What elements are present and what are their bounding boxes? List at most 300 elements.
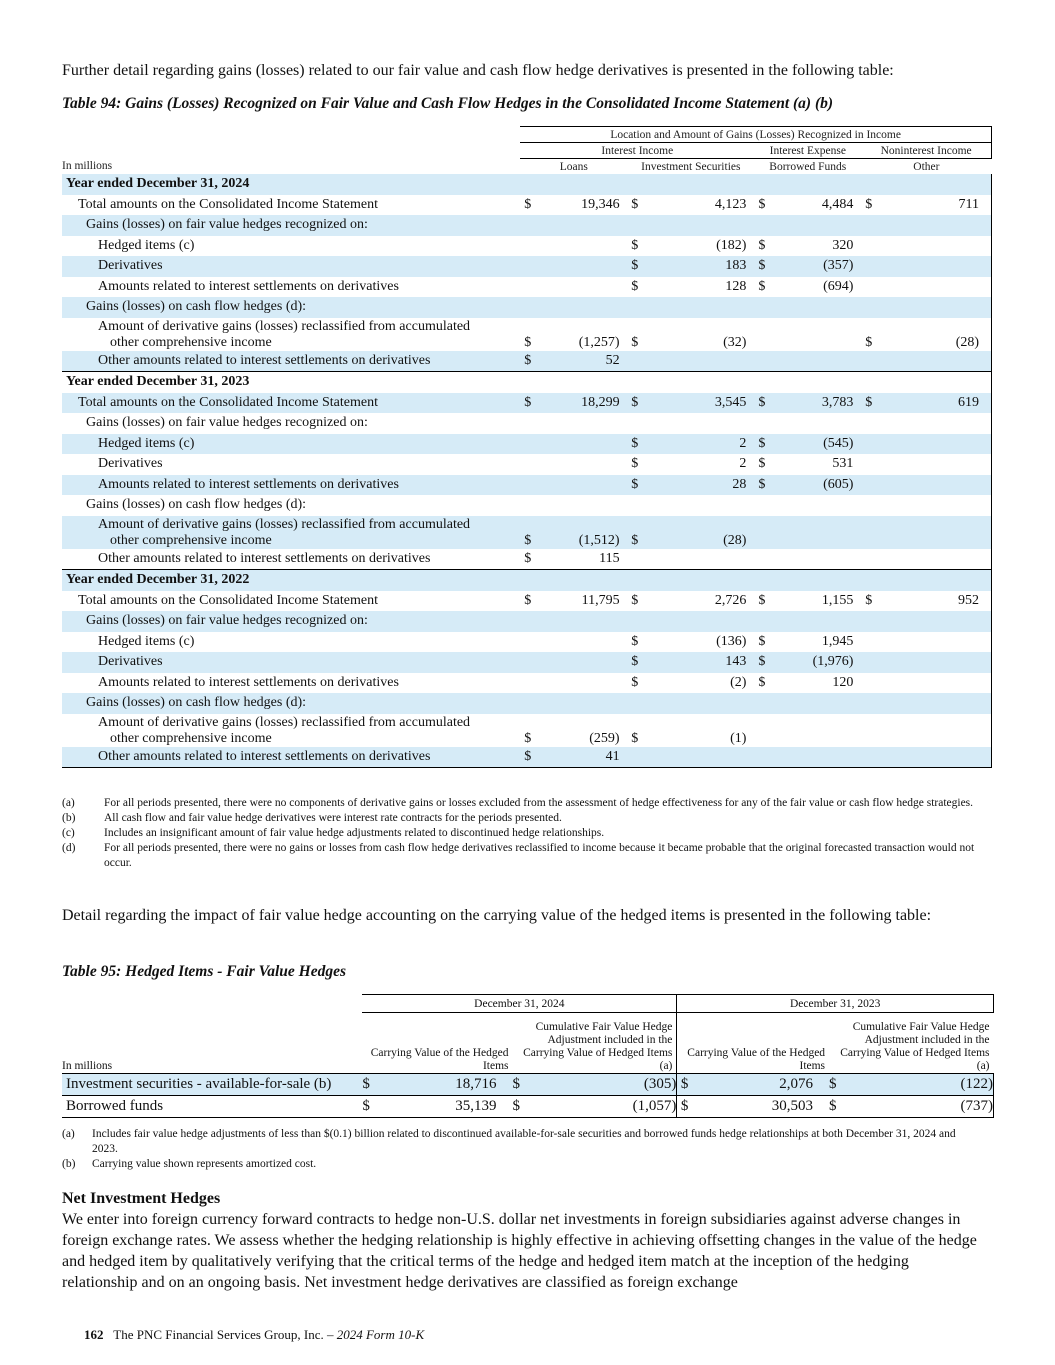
- footnote: (a) Includes fair value hedge adjustments of less than $(0.1) billion related to discontinued available-for-sale securities and borrowed funds hedge relationships at both December 31, 2024 and 2023.: [62, 1128, 956, 1155]
- dollar-sign: $: [631, 592, 639, 608]
- dollar-sign: $: [631, 456, 639, 472]
- empty-cell: [746, 413, 754, 434]
- empty-cell: [861, 516, 875, 549]
- empty-cell: [627, 611, 641, 632]
- empty-cell: [853, 714, 861, 747]
- empty-cell: [534, 277, 619, 298]
- empty-cell: [620, 413, 628, 434]
- table-row: [62, 372, 992, 393]
- col-cumulative-adjustment: Cumulative Fair Value Hedge Adjustment included in the Carrying Value of Hedged Items (a): [840, 1021, 990, 1072]
- cell-value: (1,976): [768, 652, 853, 673]
- empty-cell: [520, 652, 534, 673]
- empty-cell: [983, 297, 991, 318]
- header-units: In millions: [62, 160, 113, 173]
- empty-cell: [520, 174, 534, 195]
- empty-cell: [853, 215, 861, 236]
- footer-company: The PNC Financial Services Group, Inc. –: [113, 1327, 334, 1342]
- empty-cell: [627, 570, 641, 591]
- empty-cell: [983, 747, 991, 768]
- row-label: Borrowed funds: [62, 1096, 362, 1118]
- empty-cell: [746, 277, 754, 298]
- empty-cell: [520, 475, 534, 496]
- dollar-sign: $: [362, 1096, 382, 1118]
- empty-cell: [853, 549, 861, 570]
- col-borrowed-funds: Borrowed Funds: [769, 160, 847, 173]
- empty-cell: [620, 495, 628, 516]
- empty-cell: [768, 372, 853, 393]
- empty-cell: [520, 434, 534, 455]
- empty-cell: [641, 549, 746, 570]
- empty-cell: [875, 256, 983, 277]
- intro-paragraph: Further detail regarding gains (losses) related to our fair value and cash flow hedge derivatives is presented in the following table:: [62, 62, 894, 79]
- section-heading: Net Investment Hedges: [62, 1190, 221, 1207]
- empty-cell: [861, 475, 875, 496]
- table-row: [62, 351, 992, 372]
- dollar-sign: $: [754, 434, 768, 455]
- dollar-sign: $: [631, 730, 639, 746]
- cell-value: 18,716: [383, 1074, 513, 1096]
- empty-cell: [875, 747, 983, 768]
- dollar-sign: $: [520, 393, 534, 414]
- empty-cell: [768, 318, 853, 351]
- cell-value: 115: [599, 550, 620, 566]
- empty-cell: [983, 611, 991, 632]
- empty-cell: [983, 632, 991, 653]
- empty-cell: [983, 215, 991, 236]
- cell-value: 183: [641, 256, 746, 277]
- footnote: (b) All cash flow and fair value hedge derivatives were interest rate contracts for the periods presented.: [62, 812, 562, 824]
- empty-cell: [768, 611, 853, 632]
- empty-cell: [534, 372, 619, 393]
- empty-cell: [983, 434, 991, 455]
- row-label: Gains (losses) on fair value hedges recognized on:: [62, 215, 520, 236]
- empty-cell: [861, 549, 875, 570]
- empty-cell: [620, 434, 628, 455]
- table-row: [62, 256, 992, 277]
- row-label: [62, 318, 520, 351]
- empty-cell: [534, 652, 619, 673]
- empty-cell: [875, 236, 983, 257]
- table-row: [62, 1074, 994, 1096]
- cell-value: (1,257): [578, 334, 620, 350]
- cell-value: (605): [768, 475, 853, 496]
- cell-value: 2: [641, 434, 746, 455]
- dollar-sign: $: [754, 393, 768, 414]
- empty-cell: [861, 236, 875, 257]
- dollar-sign: $: [520, 747, 534, 768]
- empty-cell: [853, 174, 861, 195]
- empty-cell: [875, 673, 983, 694]
- empty-cell: [520, 693, 534, 714]
- empty-cell: [768, 297, 853, 318]
- dollar-sign: $: [758, 674, 766, 690]
- empty-cell: [746, 516, 754, 549]
- footnote: (d) For all periods presented, there were no gains or losses from cash flow hedge derivatives reclassified to income because it became probable that the original forecasted transaction would not occur.: [62, 842, 975, 869]
- empty-cell: [620, 318, 628, 351]
- cell-value: 11,795: [581, 592, 620, 608]
- row-label: Hedged items (c): [62, 434, 520, 455]
- empty-cell: [861, 372, 875, 393]
- empty-cell: [534, 256, 619, 277]
- empty-cell: [983, 256, 991, 277]
- row-label: Hedged items (c): [98, 237, 195, 253]
- header-location: Location and Amount of Gains (Losses) Recognized in Income: [520, 127, 991, 143]
- year-heading: Year ended December 31, 2023: [62, 372, 520, 393]
- empty-cell: [861, 174, 875, 195]
- row-label: Investment securities - available-for-sale (b): [62, 1074, 362, 1096]
- dollar-sign: $: [758, 633, 766, 649]
- empty-cell: [983, 673, 991, 694]
- dollar-sign: $: [524, 334, 532, 350]
- empty-cell: [520, 256, 534, 277]
- cell-value: 128: [725, 278, 747, 294]
- empty-cell: [534, 673, 619, 694]
- empty-cell: [861, 351, 875, 372]
- empty-cell: [641, 495, 746, 516]
- dollar-sign: $: [865, 334, 873, 350]
- empty-cell: [746, 174, 754, 195]
- col-carrying-value: Carrying Value of the Hedged Items: [370, 1047, 509, 1072]
- dollar-sign: $: [758, 196, 766, 212]
- empty-cell: [768, 215, 853, 236]
- dollar-sign: $: [758, 278, 766, 294]
- empty-cell: [983, 714, 991, 747]
- empty-cell: [620, 632, 628, 653]
- cell-value: 2: [739, 456, 747, 472]
- empty-cell: [627, 413, 641, 434]
- dollar-sign: $: [829, 1096, 845, 1118]
- empty-cell: [534, 632, 619, 653]
- cell-value: (357): [768, 256, 853, 277]
- empty-cell: [768, 693, 853, 714]
- cell-value: 18,299: [534, 393, 619, 414]
- empty-cell: [520, 372, 534, 393]
- row-label: Other amounts related to interest settlements on derivatives: [62, 351, 520, 372]
- empty-cell: [875, 454, 983, 475]
- row-label-line: Amount of derivative gains (losses) reclassified from accumulated: [98, 516, 471, 532]
- empty-cell: [520, 632, 534, 653]
- empty-cell: [983, 454, 991, 475]
- empty-cell: [641, 372, 746, 393]
- table-row: [62, 747, 992, 768]
- row-label: Derivatives: [62, 652, 520, 673]
- empty-cell: [861, 434, 875, 455]
- empty-cell: [861, 632, 875, 653]
- empty-cell: [983, 351, 991, 372]
- empty-cell: [983, 570, 991, 591]
- empty-cell: [875, 372, 983, 393]
- empty-cell: [875, 611, 983, 632]
- empty-cell: [875, 277, 983, 298]
- col-other: Other: [913, 160, 940, 173]
- empty-cell: [861, 693, 875, 714]
- empty-cell: [520, 495, 534, 516]
- empty-cell: [754, 570, 768, 591]
- dollar-sign: $: [627, 475, 641, 496]
- empty-cell: [983, 236, 991, 257]
- empty-cell: [861, 747, 875, 768]
- row-label-line: other comprehensive income: [110, 730, 272, 746]
- row-label: [62, 714, 520, 747]
- empty-cell: [983, 549, 991, 570]
- empty-cell: [627, 174, 641, 195]
- empty-cell: [754, 693, 768, 714]
- empty-cell: [861, 495, 875, 516]
- dollar-sign: $: [520, 516, 534, 549]
- empty-cell: [983, 372, 991, 393]
- empty-cell: [853, 632, 861, 653]
- empty-cell: [861, 454, 875, 475]
- table-row: [62, 570, 992, 591]
- footnote: (b) Carrying value shown represents amortized cost.: [62, 1158, 317, 1170]
- row-label: Derivatives: [98, 456, 163, 472]
- empty-cell: [641, 413, 746, 434]
- empty-cell: [754, 215, 768, 236]
- empty-cell: [768, 495, 853, 516]
- year-heading: Year ended December 31, 2022: [62, 570, 520, 591]
- empty-cell: [754, 747, 768, 768]
- dollar-sign: $: [631, 237, 639, 253]
- empty-cell: [853, 256, 861, 277]
- cell-value: 19,346: [581, 196, 620, 212]
- col-cumulative-adjustment: Cumulative Fair Value Hedge Adjustment included in the Carrying Value of Hedged Items (a): [513, 1013, 677, 1074]
- cell-value: 52: [534, 351, 619, 372]
- empty-cell: [861, 277, 875, 298]
- table-row: [62, 652, 992, 673]
- table-row: [62, 673, 992, 694]
- empty-cell: [627, 495, 641, 516]
- row-label: Other amounts related to interest settlements on derivatives: [98, 550, 431, 566]
- row-label-line: other comprehensive income: [110, 532, 272, 548]
- cell-value: 1,945: [821, 633, 854, 649]
- cell-value: (1): [730, 730, 747, 746]
- empty-cell: [746, 236, 754, 257]
- table-row: [62, 693, 992, 714]
- cell-value: 711: [958, 196, 980, 212]
- empty-cell: [983, 174, 991, 195]
- empty-cell: [853, 393, 861, 414]
- empty-cell: [627, 372, 641, 393]
- table-row: [62, 277, 992, 298]
- cell-value: (259): [589, 730, 620, 746]
- empty-cell: [746, 591, 754, 612]
- cell-value: 2,726: [714, 592, 747, 608]
- dollar-sign: $: [631, 196, 639, 212]
- empty-cell: [620, 372, 628, 393]
- cell-value: 143: [641, 652, 746, 673]
- empty-cell: [853, 570, 861, 591]
- cell-value: (122): [845, 1074, 993, 1096]
- empty-cell: [875, 413, 983, 434]
- dollar-sign: $: [524, 196, 532, 212]
- empty-cell: [746, 318, 754, 351]
- row-label-line: other comprehensive income: [110, 334, 272, 350]
- cell-value: (737): [845, 1096, 993, 1118]
- empty-cell: [983, 652, 991, 673]
- dollar-sign: $: [681, 1096, 701, 1118]
- cell-value: 120: [832, 674, 854, 690]
- header-units: In millions: [62, 1060, 113, 1072]
- empty-cell: [768, 413, 853, 434]
- table-row: [62, 632, 992, 653]
- empty-cell: [983, 591, 991, 612]
- empty-cell: [746, 297, 754, 318]
- col-investment-securities: Investment Securities: [641, 160, 741, 173]
- empty-cell: [983, 495, 991, 516]
- cell-value: 3,783: [768, 393, 853, 414]
- detail-paragraph: Detail regarding the impact of fair value hedge accounting on the carrying value of the hedged items is presented in the following table:: [62, 907, 932, 924]
- empty-cell: [853, 611, 861, 632]
- empty-cell: [853, 693, 861, 714]
- empty-cell: [641, 297, 746, 318]
- dollar-sign: $: [513, 1096, 529, 1118]
- cell-value: 1,155: [821, 592, 854, 608]
- dollar-sign: $: [524, 592, 532, 608]
- table-row: [62, 611, 992, 632]
- cell-value: (28): [955, 334, 980, 350]
- empty-cell: [754, 413, 768, 434]
- table-row: [62, 215, 992, 236]
- row-label: Amounts related to interest settlements on derivatives: [98, 278, 399, 294]
- dollar-sign: $: [754, 652, 768, 673]
- cell-value: (32): [723, 334, 747, 350]
- empty-cell: [534, 236, 619, 257]
- empty-cell: [983, 195, 991, 216]
- table-95-title: Table 95: Hedged Items - Fair Value Hedges: [62, 963, 347, 980]
- empty-cell: [627, 549, 641, 570]
- empty-cell: [641, 174, 746, 195]
- cell-value: 28: [641, 475, 746, 496]
- empty-cell: [768, 549, 853, 570]
- empty-cell: [861, 256, 875, 277]
- table-row: [62, 413, 992, 434]
- empty-cell: [746, 747, 754, 768]
- dollar-sign: $: [631, 674, 639, 690]
- table-94-notes: [62, 796, 994, 871]
- row-label: Gains (losses) on cash flow hedges (d):: [62, 693, 520, 714]
- row-label: Amounts related to interest settlements on derivatives: [62, 475, 520, 496]
- dollar-sign: $: [631, 334, 639, 350]
- table-94: [62, 126, 992, 768]
- empty-cell: [861, 673, 875, 694]
- empty-cell: [746, 632, 754, 653]
- empty-cell: [983, 318, 991, 351]
- cell-value: 41: [534, 747, 619, 768]
- empty-cell: [627, 693, 641, 714]
- empty-cell: [520, 236, 534, 257]
- empty-cell: [534, 413, 619, 434]
- empty-cell: [861, 413, 875, 434]
- empty-cell: [754, 297, 768, 318]
- empty-cell: [875, 693, 983, 714]
- empty-cell: [853, 236, 861, 257]
- dollar-sign: $: [829, 1074, 845, 1096]
- empty-cell: [746, 215, 754, 236]
- cell-value: 952: [958, 592, 980, 608]
- empty-cell: [534, 475, 619, 496]
- dollar-sign: $: [865, 592, 873, 608]
- empty-cell: [746, 714, 754, 747]
- empty-cell: [861, 297, 875, 318]
- table-row: [62, 454, 992, 475]
- dollar-sign: $: [627, 516, 641, 549]
- empty-cell: [746, 393, 754, 414]
- empty-cell: [875, 215, 983, 236]
- empty-cell: [520, 413, 534, 434]
- table-row: [62, 434, 992, 455]
- row-label: Total amounts on the Consolidated Income Statement: [78, 592, 378, 608]
- empty-cell: [768, 570, 853, 591]
- empty-cell: [746, 652, 754, 673]
- empty-cell: [768, 351, 853, 372]
- empty-cell: [641, 351, 746, 372]
- empty-cell: [620, 693, 628, 714]
- empty-cell: [853, 652, 861, 673]
- empty-cell: [620, 297, 628, 318]
- empty-cell: [875, 475, 983, 496]
- empty-cell: [983, 475, 991, 496]
- empty-cell: [754, 549, 768, 570]
- empty-cell: [620, 174, 628, 195]
- empty-cell: [746, 454, 754, 475]
- header-date-2023: December 31, 2023: [677, 995, 994, 1013]
- empty-cell: [746, 570, 754, 591]
- empty-cell: [534, 495, 619, 516]
- dollar-sign: $: [758, 456, 766, 472]
- empty-cell: [983, 693, 991, 714]
- empty-cell: [534, 693, 619, 714]
- table-row: [62, 1096, 994, 1118]
- table-row: [62, 591, 992, 612]
- empty-cell: [641, 611, 746, 632]
- row-label: [62, 516, 520, 549]
- empty-cell: [875, 549, 983, 570]
- cell-value: (305): [529, 1074, 677, 1096]
- row-label: Total amounts on the Consolidated Income Statement: [78, 196, 378, 212]
- empty-cell: [620, 591, 628, 612]
- empty-cell: [754, 351, 768, 372]
- empty-cell: [754, 372, 768, 393]
- dollar-sign: $: [631, 278, 639, 294]
- empty-cell: [853, 591, 861, 612]
- footnote: (c) Includes an insignificant amount of fair value hedge adjustments related to discontinued hedge relationships.: [62, 827, 605, 839]
- cell-value: (694): [823, 278, 854, 294]
- dollar-sign: $: [861, 393, 875, 414]
- table-row: [62, 236, 992, 257]
- empty-cell: [754, 495, 768, 516]
- empty-cell: [746, 693, 754, 714]
- dollar-sign: $: [627, 393, 641, 414]
- empty-cell: [620, 475, 628, 496]
- empty-cell: [746, 195, 754, 216]
- empty-cell: [746, 372, 754, 393]
- dollar-sign: $: [681, 1074, 701, 1096]
- empty-cell: [641, 570, 746, 591]
- dollar-sign: $: [524, 730, 532, 746]
- dollar-sign: $: [627, 652, 641, 673]
- empty-cell: [875, 516, 983, 549]
- empty-cell: [768, 714, 853, 747]
- empty-cell: [853, 277, 861, 298]
- header-interest-expense: Interest Expense: [754, 143, 861, 159]
- row-label: Gains (losses) on fair value hedges recognized on:: [62, 611, 520, 632]
- empty-cell: [861, 611, 875, 632]
- empty-cell: [534, 570, 619, 591]
- cell-value: 531: [832, 456, 854, 472]
- empty-cell: [746, 475, 754, 496]
- empty-cell: [768, 174, 853, 195]
- empty-cell: [983, 277, 991, 298]
